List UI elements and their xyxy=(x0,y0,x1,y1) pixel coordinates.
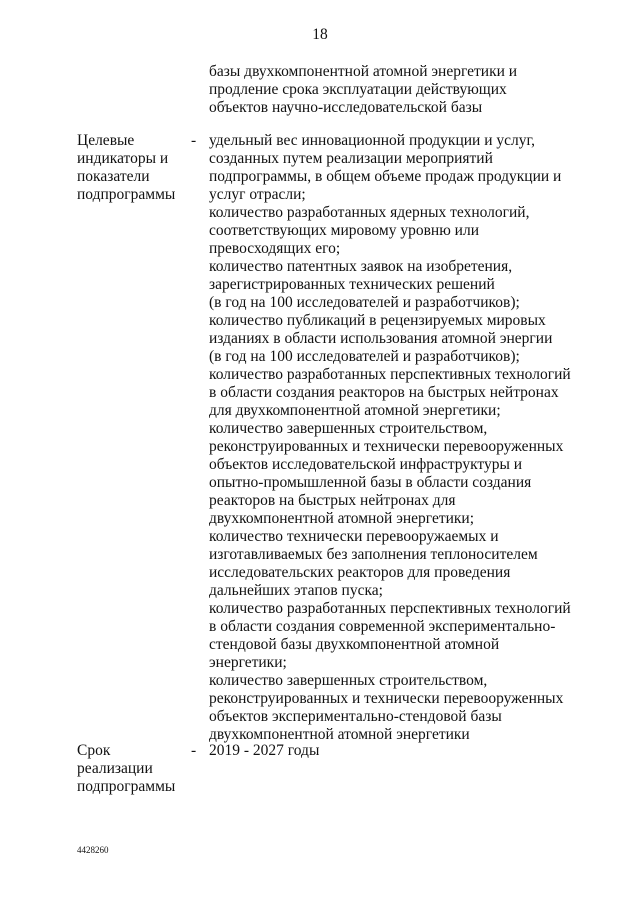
indicator-line: количество завершенных строительством, xyxy=(209,420,488,437)
indicator-line: объектов исследовательской инфраструктуры и xyxy=(209,456,523,473)
section-label-line: Срок xyxy=(77,742,111,759)
indicator-line: количество технически перевооружаемых и xyxy=(209,528,499,545)
indicator-line: реакторов на быстрых нейтронах для xyxy=(209,492,456,509)
indicator-line: (в год на 100 исследователей и разработчиков); xyxy=(209,348,520,365)
continuation-line: базы двухкомпонентной атомной энергетики и xyxy=(209,63,518,80)
indicator-line: реконструированных и технически перевооруженных xyxy=(209,690,564,707)
indicator-line: двухкомпонентной атомной энергетики; xyxy=(209,510,475,527)
continuation-line: объектов научно-исследовательской базы xyxy=(209,99,483,116)
indicator-line: в области создания реакторов на быстрых нейтронах xyxy=(209,384,559,401)
page-number: 18 xyxy=(312,26,328,43)
indicator-line: объектов экспериментально-стендовой базы xyxy=(209,708,502,725)
period-value: 2019 - 2027 годы xyxy=(209,742,320,759)
indicator-line: зарегистрированных технических решений xyxy=(209,276,495,293)
section-label-line: Целевые xyxy=(77,132,135,149)
indicator-line: количество завершенных строительством, xyxy=(209,672,488,689)
indicator-line: опытно-промышленной базы в области создания xyxy=(209,474,532,491)
indicator-line: услуг отрасли; xyxy=(209,186,306,203)
indicator-line: (в год на 100 исследователей и разработчиков); xyxy=(209,294,520,311)
indicator-line: соответствующих мировому уровню или xyxy=(209,222,479,239)
indicator-line: исследовательских реакторов для проведения xyxy=(209,564,511,581)
section-label-line: подпрограммы xyxy=(77,186,176,203)
indicator-line: количество патентных заявок на изобретения, xyxy=(209,258,513,275)
indicator-line: реконструированных и технически перевооруженных xyxy=(209,438,564,455)
section-label-line: подпрограммы xyxy=(77,778,176,795)
document-code: 4428260 xyxy=(77,845,109,855)
indicator-line: стендовой базы двухкомпонентной атомной xyxy=(209,636,500,653)
section-label-line: реализации xyxy=(77,760,153,777)
indicator-line: количество разработанных перспективных технологий xyxy=(209,600,571,617)
indicator-line: удельный вес инновационной продукции и услуг, xyxy=(209,132,535,149)
section-label-line: показатели xyxy=(77,168,150,185)
indicator-line: двухкомпонентной атомной энергетики xyxy=(209,726,470,743)
indicator-line: энергетики; xyxy=(209,654,287,671)
indicator-line: количество публикаций в рецензируемых мировых xyxy=(209,312,546,329)
indicator-line: дальнейших этапов пуска; xyxy=(209,582,383,599)
indicator-line: превосходящих его; xyxy=(209,240,341,257)
indicator-line: для двухкомпонентной атомной энергетики; xyxy=(209,402,501,419)
section-dash: - xyxy=(191,132,197,149)
indicator-line: количество разработанных ядерных технологий, xyxy=(209,204,530,221)
continuation-line: продление срока эксплуатации действующих xyxy=(209,81,507,98)
section-dash: - xyxy=(191,742,197,759)
section-label-line: индикаторы и xyxy=(77,150,169,167)
indicator-line: созданных путем реализации мероприятий xyxy=(209,150,493,167)
indicator-line: подпрограммы, в общем объеме продаж продукции и xyxy=(209,168,562,185)
indicator-line: количество разработанных перспективных технологий xyxy=(209,366,571,383)
indicator-line: в области создания современной экспериментально- xyxy=(209,618,556,635)
indicator-line: изготавливаемых без заполнения теплоносителем xyxy=(209,546,538,563)
indicator-line: изданиях в области использования атомной энергии xyxy=(209,330,553,347)
